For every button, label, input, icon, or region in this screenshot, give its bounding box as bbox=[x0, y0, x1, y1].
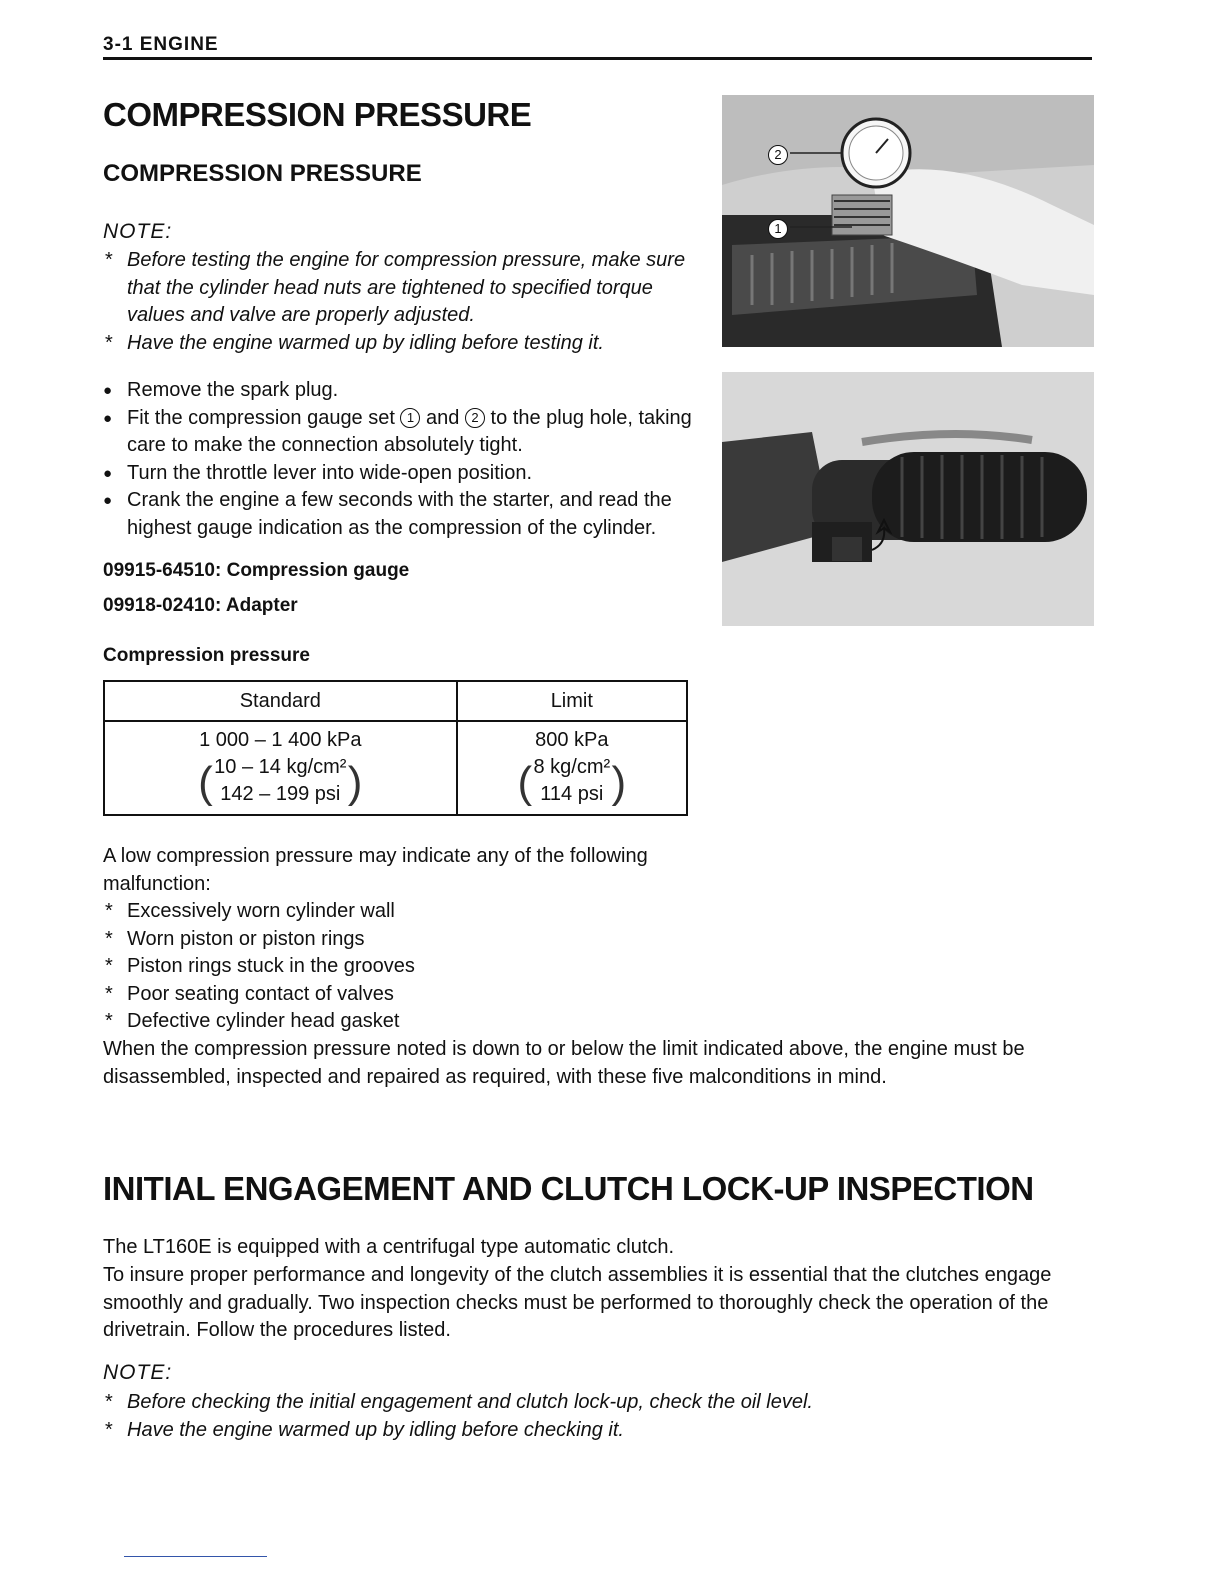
tool-line: 09918-02410: Adapter bbox=[103, 595, 298, 616]
callout-1-label: 1 bbox=[400, 408, 420, 428]
section-title: COMPRESSION PRESSURE bbox=[103, 96, 532, 133]
standard-kgcm2: ( 10 – 14 kg/cm² bbox=[214, 756, 347, 778]
subsection-title: COMPRESSION PRESSURE bbox=[103, 160, 422, 187]
limit-psi: 114 psi bbox=[540, 783, 604, 805]
clutch-note-item: * Have the engine warmed up by idling before checking it. bbox=[103, 1417, 1095, 1445]
photo-callout-1: 1 bbox=[768, 219, 788, 239]
throttle-photo-illustration bbox=[722, 372, 1094, 626]
limit-kpa: 800 kPa bbox=[535, 729, 609, 751]
note-list bbox=[103, 247, 693, 357]
spec-label: Compression pressure bbox=[103, 645, 310, 666]
photo-callout-2: 2 bbox=[768, 145, 788, 165]
low-compression-intro: A low compression pressure may indicate any of the following malfunction: bbox=[103, 845, 648, 895]
cause-item: * Defective cylinder head gasket bbox=[103, 1008, 693, 1036]
limit-alt-units bbox=[519, 754, 624, 808]
standard-kpa: 1 000 – 1 400 kPa bbox=[199, 729, 362, 751]
tool-line: 09915-64510: Compression gauge bbox=[103, 560, 410, 581]
cause-item: * Poor seating contact of valves bbox=[103, 981, 693, 1009]
step-text: to the plug hole, taking care to make the connection absolutely tight. bbox=[127, 406, 692, 456]
clutch-paragraph-1: The LT160E is equipped with a centrifugal type automatic clutch. bbox=[103, 1236, 675, 1258]
limit-kgcm2: ( 8 kg/cm² bbox=[533, 756, 611, 778]
note-item: * Have the engine warmed up by idling before testing it. bbox=[103, 330, 693, 358]
conclusion-paragraph: When the compression pressure noted is down to or below the limit indicated above, the engine must be disassembled, inspected and repaired as required, with these five malconditions in mind. bbox=[103, 1038, 1025, 1088]
step-text: and bbox=[426, 406, 460, 429]
procedure-step bbox=[103, 405, 693, 460]
section-header: 3-1 ENGINE bbox=[103, 34, 219, 55]
callout-2-label: 2 bbox=[465, 408, 485, 428]
clutch-note-item: * Before checking the initial engagement and clutch lock-up, check the oil level. bbox=[103, 1389, 1095, 1417]
clutch-paragraph-2: To insure proper performance and longevity of the clutch assemblies it is essential that the clutches engage smoothly and gradually. Two inspection checks must be performed to thoroughly check the operation of the drivetrain. Follow the procedures listed. bbox=[103, 1264, 1052, 1341]
compression-gauge-photo bbox=[722, 95, 1094, 347]
clutch-note-list bbox=[103, 1389, 1095, 1444]
cause-item: * Excessively worn cylinder wall bbox=[103, 898, 693, 926]
standard-alt-units bbox=[200, 754, 360, 808]
footer-rule bbox=[124, 1556, 267, 1557]
limit-cell bbox=[457, 721, 687, 815]
step-text: Fit the compression gauge set bbox=[127, 406, 395, 429]
procedure-step: ● Remove the spark plug. bbox=[103, 377, 693, 405]
standard-cell bbox=[104, 721, 457, 815]
note-label: NOTE: bbox=[103, 220, 173, 243]
cause-list bbox=[103, 898, 693, 1036]
cause-item: * Worn piston or piston rings bbox=[103, 926, 693, 954]
table-header-standard: Standard bbox=[104, 681, 457, 721]
throttle-lever-photo bbox=[722, 372, 1094, 626]
procedure-step: ● Turn the throttle lever into wide-open position. bbox=[103, 460, 693, 488]
header-rule bbox=[103, 57, 1092, 60]
standard-psi: 142 – 199 psi bbox=[220, 783, 341, 805]
compression-spec-table bbox=[103, 680, 688, 816]
clutch-note-label: NOTE: bbox=[103, 1361, 173, 1384]
note-item: * Before testing the engine for compression pressure, make sure that the cylinder head nuts are tightened to specified torque values and valve are properly adjusted. bbox=[103, 247, 693, 330]
procedure-step: ● Crank the engine a few seconds with the starter, and read the highest gauge indication as the compression of the cylinder. bbox=[103, 487, 693, 542]
procedure-list bbox=[103, 377, 693, 542]
clutch-section-title: INITIAL ENGAGEMENT AND CLUTCH LOCK-UP INSPECTION bbox=[103, 1170, 1034, 1207]
cause-item: * Piston rings stuck in the grooves bbox=[103, 953, 693, 981]
table-header-limit: Limit bbox=[457, 681, 687, 721]
